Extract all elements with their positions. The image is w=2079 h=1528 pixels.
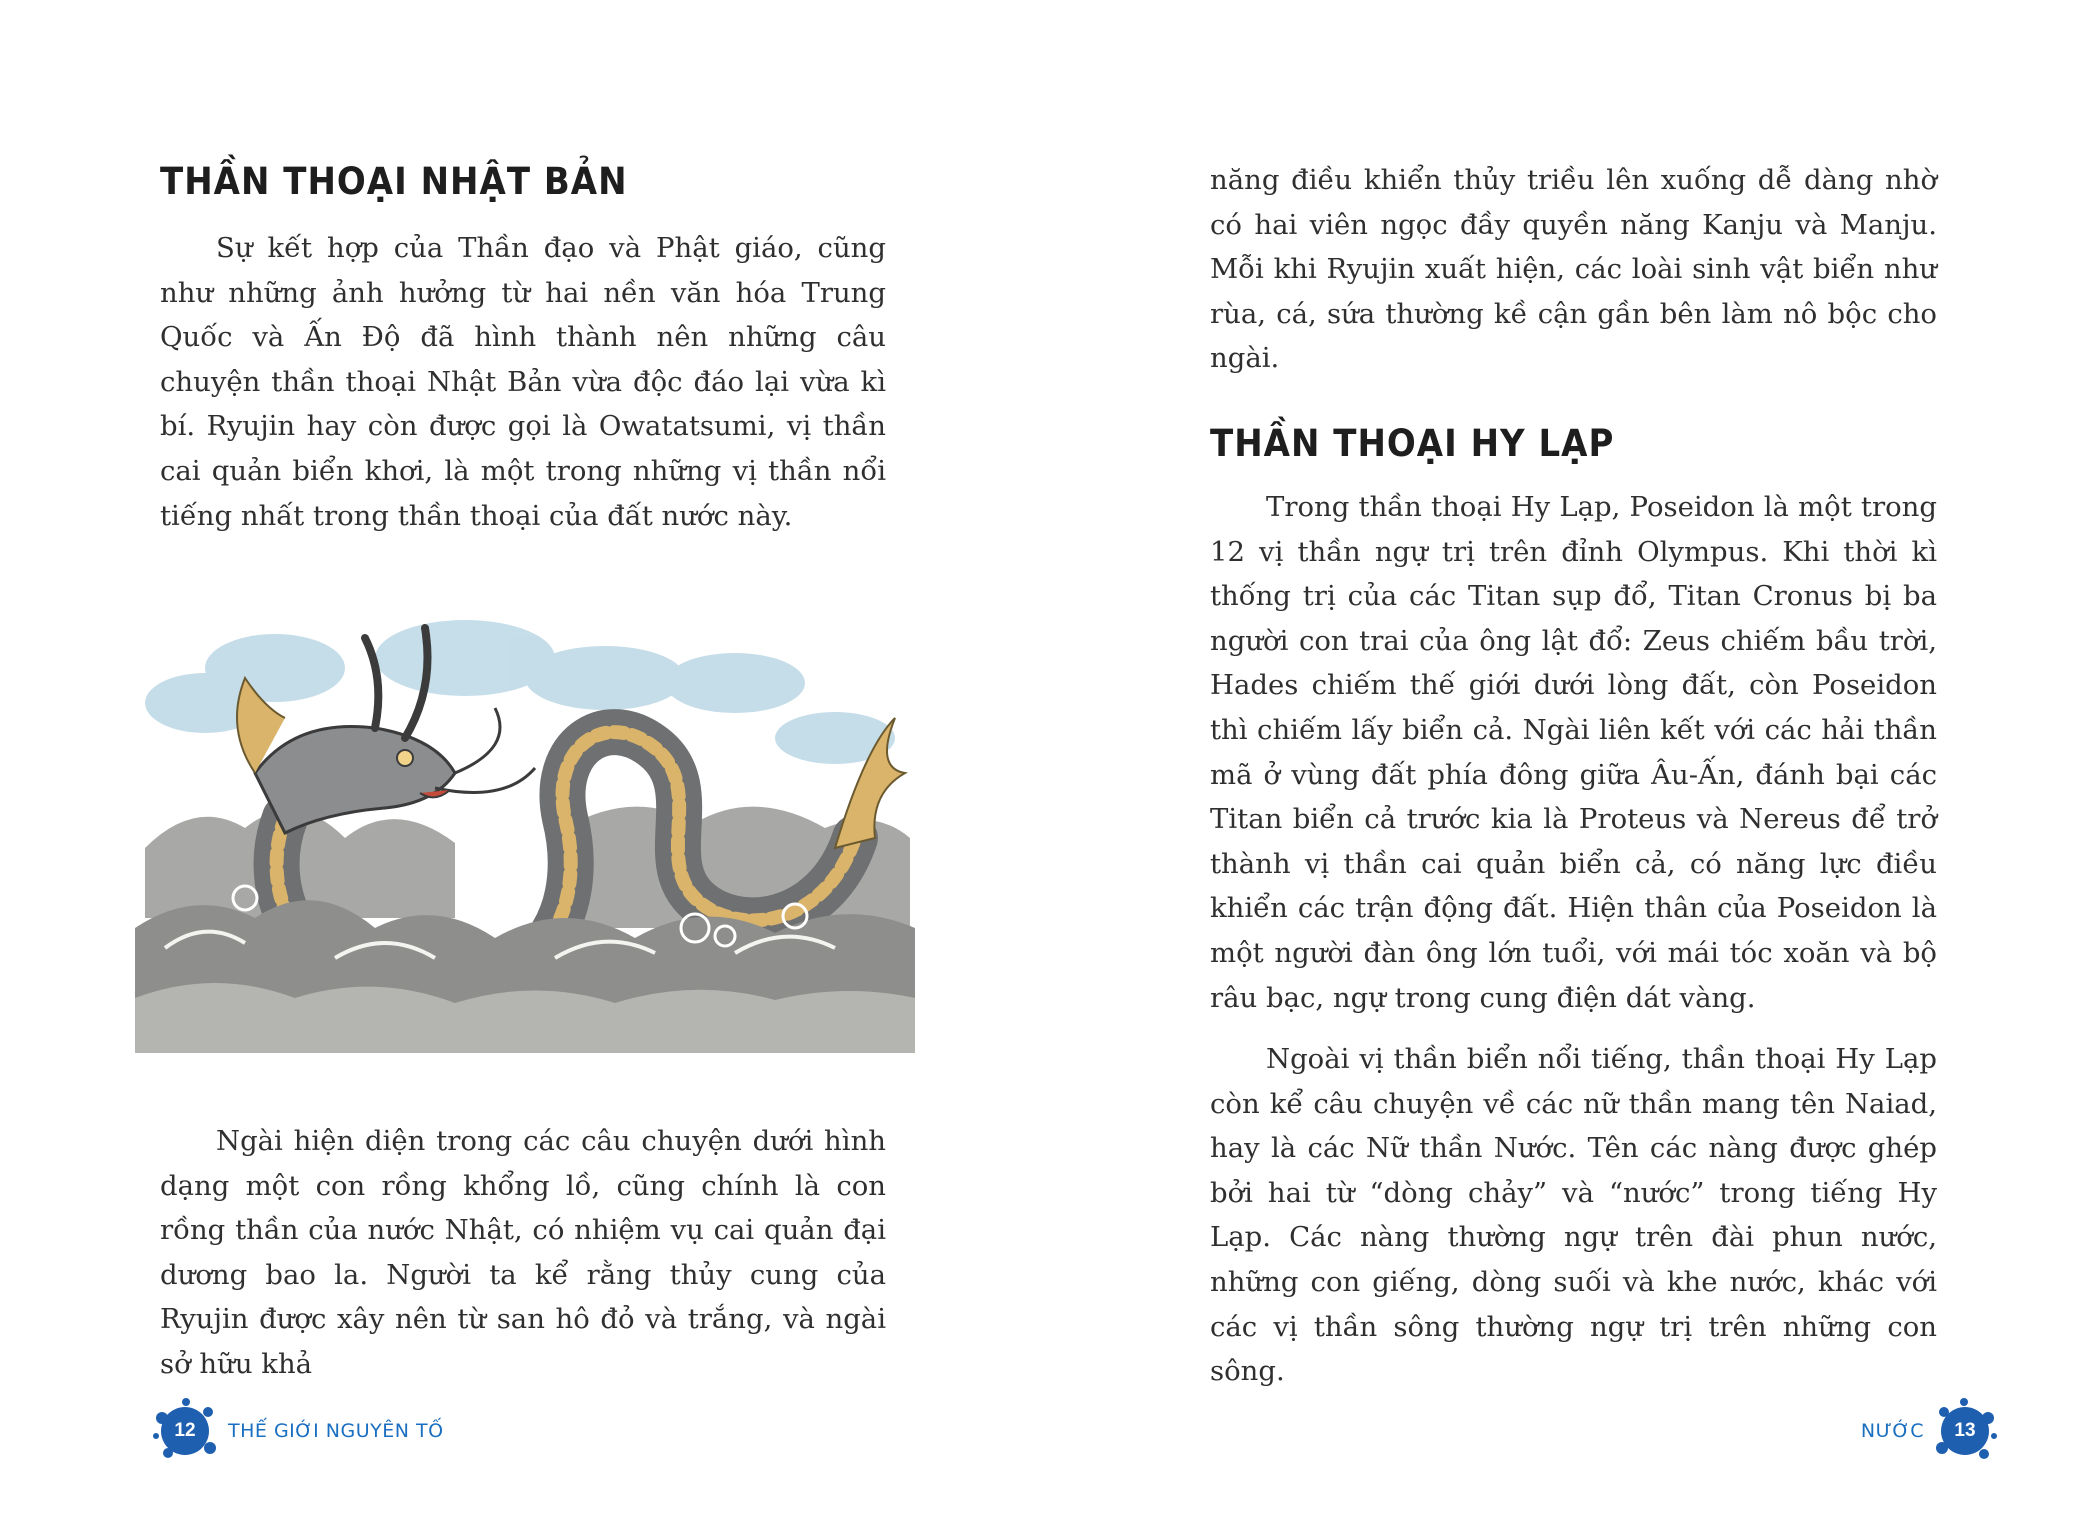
page-number: 12 xyxy=(174,1420,196,1441)
ink-splat-icon xyxy=(1930,1396,2000,1466)
ink-splat-icon xyxy=(150,1396,220,1466)
greece-paragraph-2: Ngoài vị thần biển nổi tiếng, thần thoại Hy Lạp còn kể câu chuyện về các nữ thần mang tên Naiad, hay là các Nữ thần Nước. Tên các nàng được ghép bởi hai từ “dòng chảy” và “nước” trong tiếng Hy Lạp. Các nàng thường ngự trên đài phun nước, những con giếng, dòng suối và khe nước, khác với các vị thần sông thường ngự trị trên những con sông. xyxy=(1210,1043,1937,1388)
dragon-illustration xyxy=(135,598,925,1053)
greece-paragraph-1: Trong thần thoại Hy Lạp, Poseidon là một trong 12 vị thần ngự trị trên đỉnh Olympus. Khi thời kì thống trị của các Titan sụp đổ, Titan Cronus bị ba người con trai của ông lật đổ: Zeus chiếm bầu trời, Hades chiếm thế giới dưới lòng đất, còn Poseidon thì chiếm lấy biển cả. Ngài liên kết với các hải thần mã ở vùng đất phía đông giữa Âu-Ấn, đánh bại các Titan biển cả trước kia là Proteus và Nereus để trở thành vị thần cai quản biển cả, có năng lực điều khiển các trận động đất. Hiện thân của Poseidon là một người đàn ông lớn tuổi, với mái tóc xoăn và bộ râu bạc, ngự trong cung điện dát vàng. xyxy=(1210,491,1937,1014)
japan-paragraph-2: Ngài hiện diện trong các câu chuyện dưới hình dạng một con rồng khổng lồ, cũng chính là con rồng thần của nước Nhật, có nhiệm vụ cai quản đại dương bao la. Người ta kể rằng thủy cung của Ryujin được xây nên từ san hô đỏ và trắng, và ngài sở hữu khả xyxy=(160,1125,886,1380)
left-page-footer xyxy=(150,1396,444,1466)
running-title: NƯỚC xyxy=(1860,1420,1924,1442)
japan-paragraph-1: Sự kết hợp của Thần đạo và Phật giáo, cũng như những ảnh hưởng từ hai nền văn hóa Trung Quốc và Ấn Độ đã hình thành nên những câu chuyện thần thoại Nhật Bản vừa độc đáo lại vừa kì bí. Ryujin hay còn được gọi là Owatatsumi, vị thần cai quản biển khơi, là một trong những vị thần nổi tiếng nhất trong thần thoại của đất nước này. xyxy=(160,232,886,532)
japan-paragraph-continued: năng điều khiển thủy triều lên xuống dễ dàng nhờ có hai viên ngọc đầy quyền năng Kanju và Manju. Mỗi khi Ryujin xuất hiện, các loài sinh vật biển như rùa, cá, sứa thường kề cận gần bên làm nô bộc cho ngài. xyxy=(1210,164,1937,375)
right-page xyxy=(1040,0,2079,1528)
section-heading-japan: THẦN THOẠI NHẬT BẢN xyxy=(160,160,628,204)
right-page-footer xyxy=(1820,1396,2000,1466)
page-number: 13 xyxy=(1954,1420,1976,1441)
section-heading-greece: THẦN THOẠI HY LẠP xyxy=(1210,422,1615,466)
running-title: THẾ GIỚI NGUYÊN TỐ xyxy=(228,1420,444,1442)
